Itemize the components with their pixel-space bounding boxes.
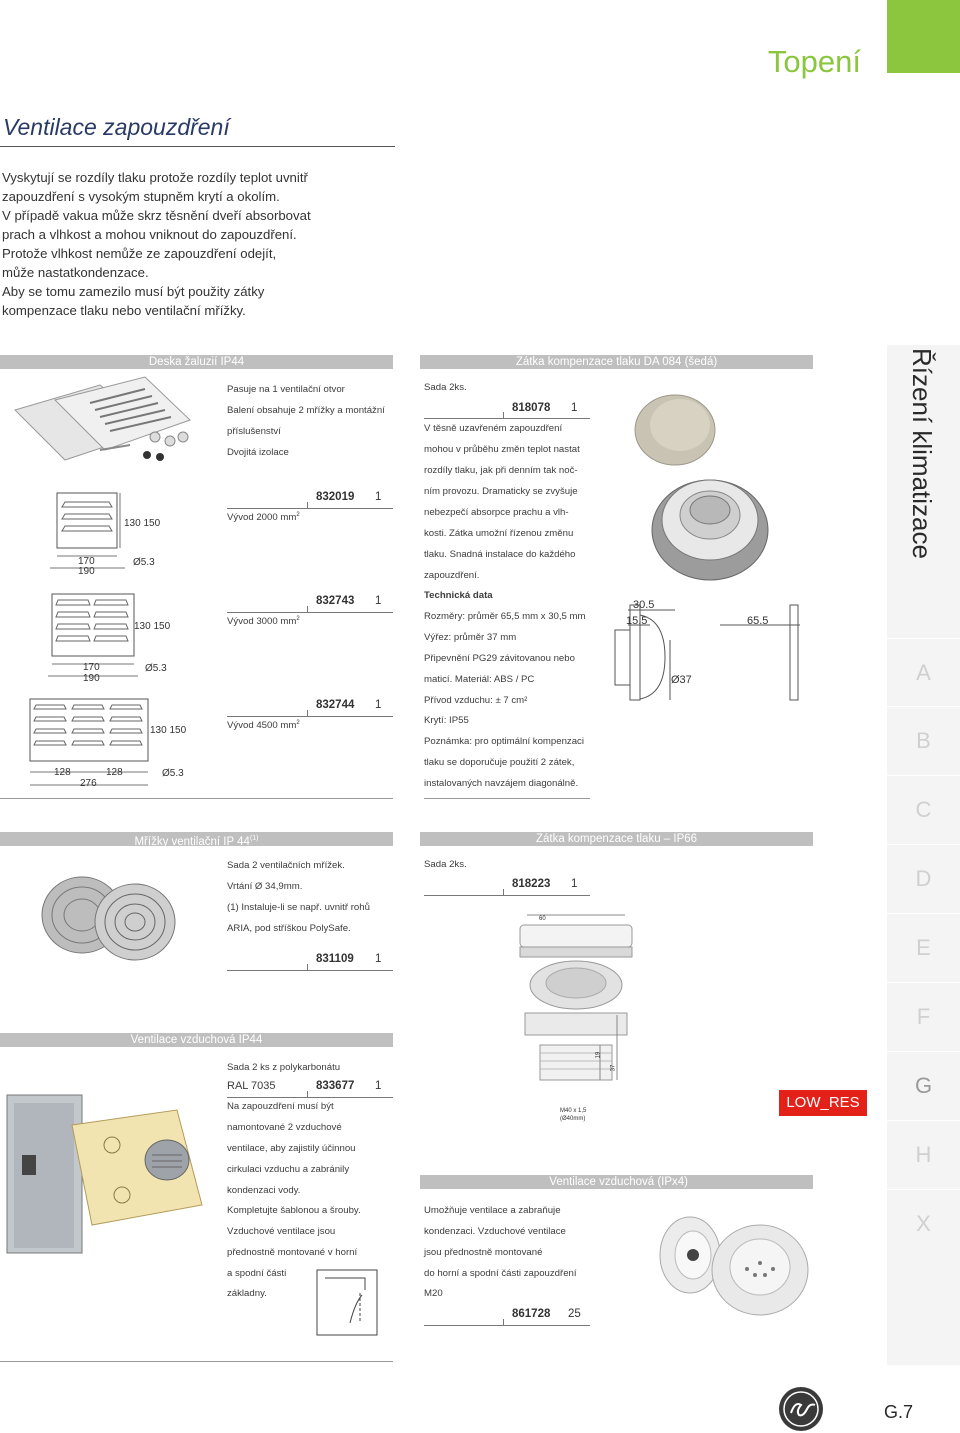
row-rule — [227, 970, 393, 971]
tech-line: Krytí: IP55 — [424, 715, 469, 726]
row-tick — [307, 502, 308, 508]
grille-note: (1) Instaluje-li se např. uvnitř rohů — [227, 902, 370, 913]
dim-flange: 15.5 — [626, 615, 648, 627]
vent-ipx4-photo — [655, 1205, 810, 1320]
dim-width-1: 170 — [83, 662, 100, 673]
row-tick — [307, 964, 308, 970]
tab-letter-a[interactable]: A — [887, 638, 960, 706]
dim-width: 60 — [539, 916, 546, 922]
order-code: 831109 — [316, 953, 354, 965]
vent-desc-line: Na zapouzdření musí být — [227, 1101, 334, 1112]
chapter-tab-title: Řízení klimatizace — [907, 348, 937, 559]
vent-set-note: Sada 2 ks z polykarbonátu — [227, 1062, 341, 1073]
dim-width: 276 — [80, 778, 97, 789]
order-code: 832743 — [316, 595, 355, 607]
vent-desc-line: kondenzaci vody. — [227, 1185, 301, 1196]
page-title: Topení — [767, 44, 861, 79]
order-qty: 1 — [375, 1080, 382, 1092]
order-code: 818078 — [512, 402, 551, 414]
vent-ipx4-desc: kondenzaci. Vzduchové ventilace — [424, 1226, 566, 1237]
grille-note: Sada 2 ventilačních mřížek. — [227, 860, 345, 871]
louver-note: Dvojitá izolace — [227, 447, 289, 458]
plug-desc-line: nebezpečí absorpce prachu a vlh- — [424, 507, 569, 518]
low-res-badge: LOW_RES — [779, 1090, 867, 1116]
louver-row-label: Vývod 4500 $mm^2$ — [227, 720, 300, 732]
vent-desc-line: a spodní části — [227, 1268, 287, 1279]
dim-width-2: 190 — [78, 566, 95, 577]
row-rule — [424, 418, 590, 419]
tab-letter-d[interactable]: D — [887, 844, 960, 912]
dim-height: 130 150 — [124, 518, 161, 529]
tech-line: Připevnění PG29 závitovanou nebo — [424, 653, 575, 664]
row-tick — [503, 889, 504, 895]
tab-letter-f[interactable]: F — [887, 982, 960, 1050]
order-code: 861728 — [512, 1308, 551, 1320]
dim-hole: Ø5.3 — [145, 663, 167, 674]
dim-height: 19 — [595, 1051, 602, 1059]
section-bottom-rule — [0, 798, 393, 799]
section-divider — [0, 146, 395, 147]
row-tick — [503, 1319, 504, 1325]
dim-b: 128 — [106, 767, 123, 778]
plug-desc-line: tlaku. Snadná instalace do každého — [424, 549, 576, 560]
vent-ipx4-desc: M20 — [424, 1288, 443, 1299]
louver-row-label: Vývod 2000 $mm^2$ — [227, 512, 300, 524]
louver-row-label: Vývod 3000 $mm^2$ — [227, 616, 300, 628]
plug-desc-line: V těsně uzavřeném zapouzdření — [424, 423, 563, 434]
row-rule — [227, 508, 393, 509]
dim-height: 130 150 — [150, 725, 187, 736]
vent-ipx4-desc: Umožňuje ventilace a zabraňuje — [424, 1205, 561, 1216]
row-tick — [307, 1091, 308, 1097]
tech-line: Rozměry: průměr 65,5 mm x 30,5 mm — [424, 611, 586, 622]
vent-desc-line: ventilace, aby zajistily účinnou — [227, 1143, 356, 1154]
intro-text: Vyskytují se rozdíly tlaku protože rozdíly teplot uvnitř zapouzdření s vysokým stupněm krytí a okolím. V případě vakua může skrz těsnění dveří absorbovat prach a vlhkost a mohou vniknout do zapouzdření. Protože vlhkost nemůže ze zapouzdření odejít, může nastatkondenzace. Aby se tomu zamezilo musí být použity zátky kompenzace tlaku nebo ventilační mřížky. — [2, 170, 311, 318]
vent-ipx4-desc: jsou přednostně montované — [424, 1247, 543, 1258]
tech-line: tlaku se doporučuje použití 2 zátek, — [424, 757, 575, 768]
order-qty: 1 — [571, 878, 578, 890]
dim-cutout: (Ø40mm) — [560, 1116, 586, 1122]
plug-desc-line: ním provozu. Dramaticky se zvyšuje — [424, 486, 578, 497]
grille-product-photo — [40, 870, 180, 965]
tab-letter-x[interactable]: X — [887, 1189, 960, 1257]
tech-line: Výřez: průměr 37 mm — [424, 632, 517, 643]
vent-ipx4-heading: Ventilace vzduchová (IPx4) — [420, 1175, 813, 1189]
vent-desc-line: základny. — [227, 1288, 267, 1299]
dim-length: 30.5 — [633, 599, 655, 611]
tech-line: instalovaných navzájem diagonálně. — [424, 778, 579, 789]
row-rule — [227, 612, 393, 613]
dim-height: 130 150 — [134, 621, 171, 632]
order-qty: 25 — [568, 1308, 581, 1320]
dim-height: 37 — [610, 1064, 617, 1072]
section-title: Ventilace zapouzdření — [3, 114, 230, 140]
tech-line: maticí. Materiál: ABS / PC — [424, 674, 535, 685]
row-tick — [307, 606, 308, 612]
tech-line: Přívod vzduchu: ± 7 cm² — [424, 695, 528, 706]
vent-desc-line: přednostně montované v horní — [227, 1247, 358, 1258]
vent-desc-line: cirkulaci vzduchu a zabránily — [227, 1164, 350, 1175]
plug-ip66-heading: Zátka kompenzace tlaku – IP66 — [420, 832, 813, 846]
order-code: 832019 — [316, 491, 355, 503]
order-code: 818223 — [512, 878, 551, 890]
dim-thread: M40 x 1,5 — [560, 1108, 587, 1114]
tab-letter-c[interactable]: C — [887, 775, 960, 843]
plug-da084-photo — [625, 375, 795, 585]
louver-note: Balení obsahuje 2 mřížky a montážní — [227, 405, 385, 416]
order-qty: 1 — [375, 953, 382, 965]
section-bottom-rule — [424, 798, 590, 799]
vent-ip44-photo — [2, 1085, 207, 1255]
plug-desc-line: zapouzdření. — [424, 570, 480, 581]
row-rule — [424, 895, 590, 896]
order-qty: 1 — [375, 595, 382, 607]
dim-hole: Ø5.3 — [162, 768, 184, 779]
vent-desc-line: Kompletujte šablonou a šrouby. — [227, 1205, 361, 1216]
page-number: G.7 — [884, 1402, 914, 1422]
grille-note: ARIA, pod stříškou PolySafe. — [227, 923, 351, 934]
plug-desc-line: rozdíly tlaku, jak při denním tak noč- — [424, 465, 578, 476]
vent-ipx4-desc: do horní a spodní části zapouzdření — [424, 1268, 577, 1279]
tech-line: Poznámka: pro optimální kompenzaci — [424, 736, 584, 747]
grille-heading: Mřížky ventilační IP 44$^{(1)}$ — [0, 832, 393, 846]
order-code: 832744 — [316, 699, 355, 711]
plug-desc-line: mohou v průběhu změn teplot nastat — [424, 444, 580, 455]
louver-heading: Deska žaluzií IP44 — [0, 355, 393, 369]
vent-desc-line: namontované 2 vzduchové — [227, 1122, 342, 1133]
row-rule — [424, 1325, 590, 1326]
dim-cutout: Ø37 — [671, 674, 692, 686]
dim-width-1: 170 — [78, 556, 95, 567]
louver-product-photo — [5, 375, 195, 475]
ge-logo-icon — [778, 1386, 824, 1432]
vent-desc-line: Vzduchové ventilace jsou — [227, 1226, 336, 1237]
dim-width-2: 190 — [83, 673, 100, 684]
louver-note: příslušenství — [227, 426, 281, 437]
tab-letter-g[interactable]: G — [887, 1051, 960, 1119]
tab-letter-b[interactable]: B — [887, 706, 960, 774]
plug-da084-heading: Zátka kompenzace tlaku DA 084 (šedá) — [420, 355, 813, 369]
order-qty: 1 — [375, 699, 382, 711]
vent-mounting-diagram — [315, 1268, 380, 1338]
plug-set-note: Sada 2ks. — [424, 382, 467, 393]
row-tick — [307, 710, 308, 716]
order-code: 833677 — [316, 1080, 355, 1092]
order-qty: 1 — [571, 402, 578, 414]
section-bottom-rule — [0, 1361, 393, 1362]
dim-hole: Ø5.3 — [133, 557, 155, 568]
row-tick — [503, 412, 504, 418]
header-accent-square — [887, 0, 960, 73]
vent-ip44-heading: Ventilace vzduchová IP44 — [0, 1033, 393, 1047]
row-rule — [227, 1097, 393, 1098]
dim-diameter: 65.5 — [747, 615, 769, 627]
tab-letter-e[interactable]: E — [887, 913, 960, 981]
tech-data-title: Technická data — [424, 590, 493, 601]
grille-note: Vrtání Ø 34,9mm. — [227, 881, 303, 892]
louver-note: Pasuje na 1 ventilační otvor — [227, 384, 345, 395]
plug-set-note: Sada 2ks. — [424, 859, 467, 870]
plug-desc-line: kosti. Zátka umožní řízenou změnu — [424, 528, 574, 539]
tab-letter-h[interactable]: H — [887, 1120, 960, 1188]
vent-ral: RAL 7035 — [227, 1080, 276, 1092]
dim-a: 128 — [54, 767, 71, 778]
row-rule — [227, 716, 393, 717]
plug-da084-drawing — [610, 595, 810, 715]
order-qty: 1 — [375, 491, 382, 503]
